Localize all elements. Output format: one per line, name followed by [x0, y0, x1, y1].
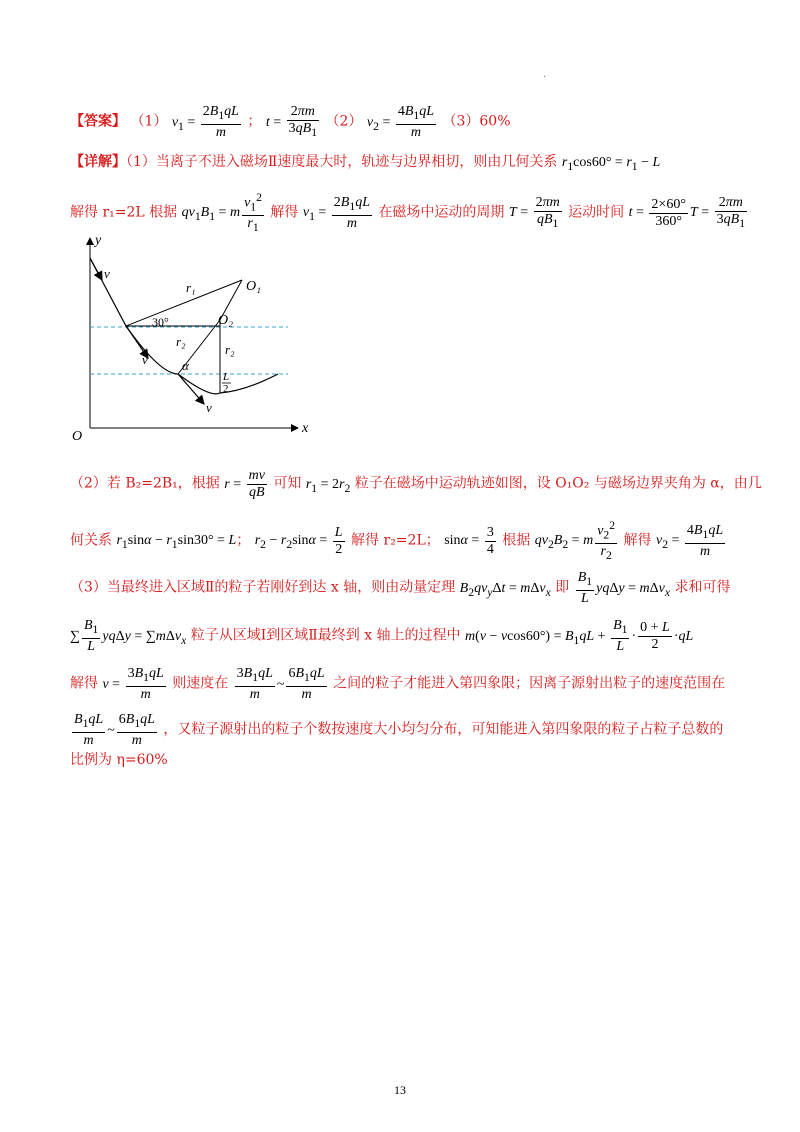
- trajectory-figure: [70, 228, 320, 443]
- formula-v1-detail: $v_1$ = $\frac{2B_1qL}{m}$: [302, 194, 370, 231]
- formula-geom-2: $r_1\sin\alpha - r_1\sin 30^\circ = L$: [116, 533, 237, 552]
- detail-label: 【详解】: [70, 154, 126, 170]
- label-angle-30: 30°: [152, 315, 169, 329]
- label-l-den: 2: [223, 383, 229, 395]
- formula-geom-3: $r_2 - r_2\sin\alpha$ = $\frac{L}{2}$: [254, 524, 343, 557]
- part2-sep: ；: [236, 532, 251, 549]
- label-y: y: [95, 233, 102, 248]
- answer-sep: ；: [247, 113, 262, 130]
- part2-text-2a: 何关系: [70, 532, 112, 549]
- formula-time: t = $\frac{2\times 60^\circ}{360^\circ}$ T = $\frac{2\pi m}{3qB_1}$: [628, 194, 746, 230]
- part2-text-2d: 根据: [502, 532, 531, 549]
- formula-range-1: $\frac{3B_1qL}{m}$ ~ $\frac{6B_1qL}{m}$: [236, 666, 325, 702]
- part3-line-3: [70, 666, 730, 703]
- part2-text-1c: 粒子在磁场中运动轨迹如图，设 O₁O₂ 与磁场边界夹角为 α，由几: [354, 475, 762, 492]
- formula-range-2: $\frac{B_1qL}{m}$ ~ $\frac{6B_1qL}{m}$: [74, 712, 155, 748]
- part2-text-1b: 可知: [273, 475, 302, 492]
- formula-sin-alpha: sinα = $\frac{3}{4}$: [444, 524, 494, 557]
- formula-radius: r = $\frac{mv}{qB}$: [224, 468, 265, 500]
- formula-r1r2: $r_1 = 2r_2$: [305, 476, 351, 495]
- part3-text-1c: 求和可得: [674, 579, 731, 596]
- part3-text-2a: 粒子从区域Ⅰ到区域Ⅱ最终到 x 轴上的过程中: [190, 627, 461, 644]
- label-alpha: α: [182, 358, 189, 373]
- detail-text-1: （1）当离子不进入磁场Ⅱ速度最大时，轨迹与边界相切，则由几何关系: [126, 154, 558, 170]
- detail-line-1: [70, 152, 730, 177]
- formula-force-2: $qv_2B_2 = m$ $\frac{v_2^2}{r_2}$: [534, 519, 616, 563]
- part2-text-2e: 解得: [623, 532, 652, 549]
- part3-text-5: 比例为 η=60%: [70, 752, 168, 768]
- label-o2: O₂: [218, 313, 233, 328]
- label-r2a: r₂: [176, 334, 186, 349]
- answer-part2: （2）: [325, 113, 363, 130]
- formula-v2-detail: $v_2$ = $\frac{4B_1qL}{m}$: [655, 522, 724, 559]
- answer-part3: （3）60%: [442, 113, 511, 130]
- label-v2: v: [142, 352, 148, 367]
- formula-v-result: v = $\frac{3B_1qL}{m}$: [102, 666, 164, 702]
- part3-text-3b: 则速度在: [172, 675, 229, 692]
- label-v1: v: [104, 266, 110, 281]
- formula-v2: $v_2$ = $\frac{4B_1qL}{m}$: [366, 104, 435, 140]
- formula-geom-1: $r_1\cos 60^\circ = r_1 - L$: [561, 155, 661, 173]
- formula-integral: $m(v - vcos60^\circ) = B_1qL$ + $\frac{B_1}{L}$ · $\frac{0 + L}{2}$ ·qL: [465, 618, 694, 654]
- part3-line-2: [70, 618, 730, 655]
- label-l-num: L: [223, 371, 230, 383]
- formula-momentum: $B_2qv_y\Delta t = m\Delta v_x$: [459, 580, 551, 599]
- formula-period: T = $\frac{2\pi m}{qB_1}$: [508, 194, 560, 230]
- label-o: O: [72, 429, 83, 443]
- part3-line-1: [70, 570, 730, 607]
- detail-text-2b: 解得: [270, 204, 299, 221]
- detail-text-2d: 运动时间: [568, 204, 625, 221]
- formula-v1: $v_1$ = $\frac{2B_1qL}{m}$: [171, 104, 239, 140]
- part3-line-5: [70, 750, 730, 770]
- formula-momentum-2: $\frac{B_1}{L}$ yqΔy = mΔv$_x$: [577, 570, 671, 606]
- part3-text-1b: 即: [555, 579, 570, 596]
- part3-text-3a: 解得: [70, 675, 98, 692]
- part2-line-2: [70, 518, 730, 564]
- answer-part1: （1）: [130, 113, 168, 130]
- formula-force-1: $qv_1B_1 = m$ $\frac{v_1^2}{r_1}$: [181, 191, 262, 235]
- velocity-arrow-1: [90, 258, 102, 280]
- part2-text-2c: 解得 r₂=2L；: [351, 532, 440, 549]
- label-o1: O₁: [246, 279, 261, 294]
- detail-text-2c: 在磁场中运动的周期: [378, 204, 505, 221]
- label-v3: v: [206, 400, 212, 415]
- formula-t: t = $\frac{2\pi m}{3qB_1}$: [265, 104, 318, 139]
- answer-line: [70, 104, 730, 141]
- part3-text-4a: ，又粒子源射出的粒子个数按速度大小均匀分布，可知能进入第四象限的粒子占粒子总数的: [163, 721, 724, 738]
- answer-label: 【答案】: [70, 113, 126, 130]
- label-x: x: [302, 421, 309, 436]
- part3-text-3c: 之间的粒子才能进入第四象限；因离子源射出粒子的速度范围在: [333, 675, 726, 692]
- label-r1: r₁: [186, 280, 196, 295]
- part3-text-1a: （3）当最终进入区域Ⅱ的粒子若刚好到达 x 轴，则由动量定理: [70, 579, 456, 596]
- part2-text-1a: （2）若 B₂=2B₁，根据: [70, 475, 220, 492]
- part3-line-4: [70, 712, 730, 749]
- formula-sum: ∑ $\frac{B_1}{L}$ yqΔy = ∑mΔv$_x$: [70, 618, 187, 654]
- part2-line-1: [70, 468, 762, 501]
- label-r2b: r₂: [225, 342, 235, 357]
- corner-mark: ·: [543, 72, 547, 83]
- detail-text-2a: 解得 r₁=2L 根据: [70, 204, 178, 221]
- page-number: 13: [394, 1083, 406, 1097]
